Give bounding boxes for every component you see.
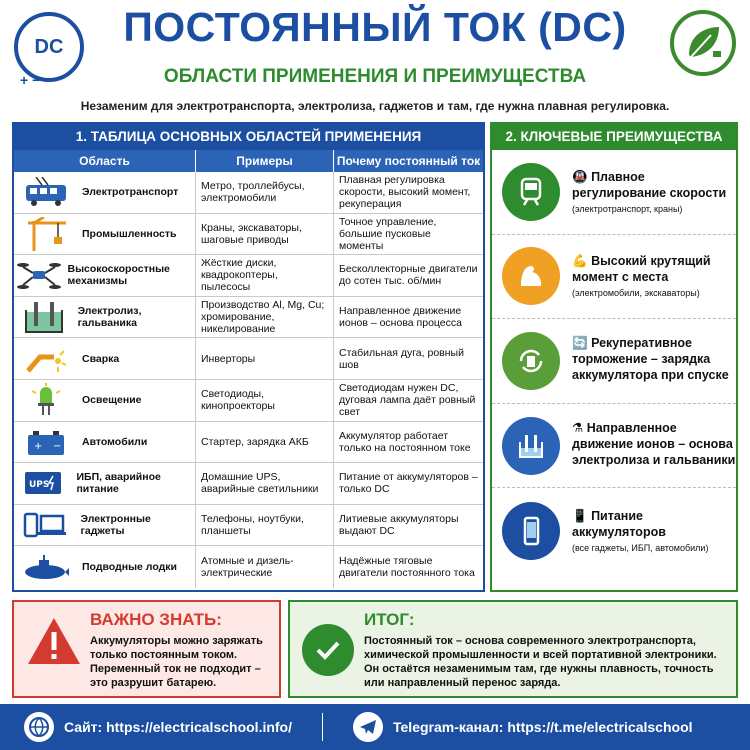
eco-plug-leaf-icon: [670, 10, 736, 76]
table-row: [14, 214, 483, 256]
table-cell-area: Электротранспорт: [82, 186, 179, 199]
summary-text: Постоянный ток – основа современного электротранспорта, химической промышленности и всей портативной электроники. Он остаётся незаменимым там, где нужны плавность, точность или направленный перенос заряда.: [364, 635, 717, 689]
ups-icon: [14, 464, 72, 502]
muscle-icon: [502, 247, 560, 305]
advantage-item: [492, 150, 736, 235]
table-cell-why: Надёжные тяговые двигатели постоянного тока: [339, 555, 475, 580]
table-row: [14, 172, 483, 214]
advantage-note: (все гаджеты, ИБП, автомобили): [572, 542, 709, 553]
table-cell-area: Сварка: [82, 352, 120, 365]
table-cell-examples: Светодиоды, кинопроекторы: [196, 380, 334, 421]
telegram-link-text[interactable]: Telegram-канал: https://t.me/electricalschool: [393, 719, 693, 735]
table-cell-area: Освещение: [82, 394, 142, 407]
table-cell-why: Бесколлекторные двигатели до сотен тыс. об/мин: [339, 263, 478, 288]
table-cell-why: Питание от аккумуляторов – только DC: [339, 471, 478, 496]
intro-text: Незаменим для электротранспорта, электролиза, гаджетов и там, где нужна плавная регулировка.: [80, 99, 670, 113]
advantage-title: Рекуперативное торможение – зарядка аккумулятора при спуске: [572, 336, 729, 383]
table-row: [14, 380, 483, 422]
car-battery-icon: [14, 423, 78, 461]
advantage-item: [492, 488, 736, 573]
advantages-title: 2. КЛЮЧЕВЫЕ ПРЕИМУЩЕСТВА: [492, 124, 736, 150]
table-cell-why: Стабильная дуга, ровный шов: [339, 346, 464, 371]
site-link[interactable]: [24, 712, 292, 742]
warning-title: ВАЖНО ЗНАТЬ:: [90, 610, 222, 629]
svg-text:−: −: [53, 440, 62, 452]
table-cell-area: Электролиз, гальваника: [77, 305, 142, 330]
applications-table-panel: [12, 122, 485, 592]
welding-icon: [14, 340, 78, 378]
table-cell-examples: Жёсткие диски, квадрокоптеры, пылесосы: [196, 255, 334, 296]
warning-box: [12, 600, 281, 698]
page-subtitle: ОБЛАСТИ ПРИМЕНЕНИЯ И ПРЕИМУЩЕСТВА: [163, 66, 587, 87]
page-title: ПОСТОЯННЫЙ ТОК (DC): [123, 4, 627, 50]
table-row: [14, 338, 483, 380]
site-link-text[interactable]: Сайт: https://electricalschool.info/: [64, 719, 292, 735]
advantage-title: Направленное движение ионов – основа электролиза и гальваники: [572, 421, 736, 468]
column-header-examples: Примеры: [196, 150, 334, 172]
summary-box: [288, 600, 738, 698]
table-cell-area: ИБП, аварийное питание: [76, 471, 161, 496]
table-cell-examples: Метро, троллейбусы, электромобили: [196, 172, 334, 213]
table-cell-area: Высокоскоростные механизмы: [67, 263, 170, 288]
table-cell-examples: Атомные и дизель-электрические: [196, 546, 334, 588]
table-row: [14, 422, 483, 464]
table-cell-area: Электронные гаджеты: [80, 513, 151, 538]
summary-title: ИТОГ:: [364, 610, 415, 629]
advantage-note: (электротранспорт, краны): [572, 203, 683, 214]
table-body: [14, 172, 483, 588]
dc-logo-signs: + − −: [20, 72, 53, 88]
table-header-row: [14, 150, 483, 172]
footer: [0, 704, 750, 750]
table-cell-why: Направленное движение ионов – основа процесса: [339, 305, 462, 330]
advantage-emoji: 🔄: [572, 336, 588, 351]
table-cell-examples: Инверторы: [196, 338, 334, 379]
checkmark-icon: [302, 624, 354, 676]
table-cell-examples: Телефоны, ноутбуки, планшеты: [196, 505, 334, 546]
dc-logo-icon: [14, 12, 84, 88]
table-cell-examples: Стартер, зарядка АКБ: [196, 422, 334, 463]
trolleybus-icon: [14, 173, 78, 211]
header: [0, 0, 750, 118]
smartphone-icon: [502, 502, 560, 560]
warning-text: Аккумуляторы можно заряжать только постоянным током. Переменный ток не подходит – это разрушит батарею.: [90, 635, 263, 689]
advantage-emoji: 🚇: [572, 169, 588, 184]
advantage-title: Плавное регулирование скорости: [572, 169, 727, 200]
telegram-link[interactable]: [353, 712, 693, 742]
table-cell-why: Аккумулятор работает только на постоянном токе: [339, 429, 471, 454]
table-cell-examples: Домашние UPS, аварийные светильники: [196, 463, 334, 504]
table-cell-why: Светодиодам нужен DC, дуговая лампа даёт ровный свет: [339, 382, 476, 419]
table-cell-examples: Производство Al, Mg, Cu; хромирование, никелирование: [196, 297, 334, 338]
table-cell-why: Плавная регулировка скорости, высокий момент, рекуперация: [339, 174, 471, 211]
telegram-icon: [353, 712, 383, 742]
footer-divider: [322, 713, 323, 741]
table-cell-examples: Краны, экскаваторы, шаговые приводы: [196, 214, 334, 255]
led-icon: [14, 381, 78, 419]
gadgets-icon: [14, 506, 77, 544]
table-cell-area: Автомобили: [82, 435, 148, 448]
table-row: [14, 297, 483, 339]
table-row: [14, 255, 483, 297]
column-header-why: Почему постоянный ток: [336, 154, 481, 168]
electrolysis-icon: [14, 298, 74, 336]
svg-text:UPS: UPS: [29, 480, 50, 491]
svg-text:+: +: [34, 440, 43, 452]
crane-icon: [14, 215, 78, 253]
column-header-area: Область: [14, 150, 196, 172]
table-cell-area: Промышленность: [82, 227, 177, 240]
submarine-icon: [14, 548, 78, 586]
advantage-emoji: 📱: [572, 508, 588, 523]
advantage-title: Питание аккумуляторов: [572, 508, 666, 539]
applications-table-title: 1. ТАБЛИЦА ОСНОВНЫХ ОБЛАСТЕЙ ПРИМЕНЕНИЯ: [14, 124, 483, 150]
globe-icon: [24, 712, 54, 742]
advantage-title: Высокий крутящий момент с места: [572, 254, 711, 285]
electrolysis-bath-icon: [502, 417, 560, 475]
advantage-item: [492, 404, 736, 489]
train-icon: [502, 163, 560, 221]
advantage-emoji: ⚗: [572, 421, 584, 436]
warning-icon: [26, 616, 82, 671]
advantage-item: [492, 235, 736, 320]
table-row: [14, 505, 483, 547]
drone-icon: [14, 256, 63, 294]
table-cell-why: Точное управление, большие пусковые моменты: [339, 215, 437, 252]
advantage-item: [492, 319, 736, 404]
table-row: [14, 546, 483, 588]
advantage-note: (электромобили, экскаваторы): [572, 288, 700, 299]
dc-logo-label: DC: [34, 35, 64, 58]
advantages-panel: [490, 122, 738, 592]
table-row: [14, 463, 483, 505]
table-cell-why: Литиевые аккумуляторы выдают DC: [339, 513, 459, 538]
table-cell-area: Подводные лодки: [82, 561, 177, 574]
recuperation-icon: [502, 332, 560, 390]
advantage-emoji: 💪: [572, 254, 588, 269]
